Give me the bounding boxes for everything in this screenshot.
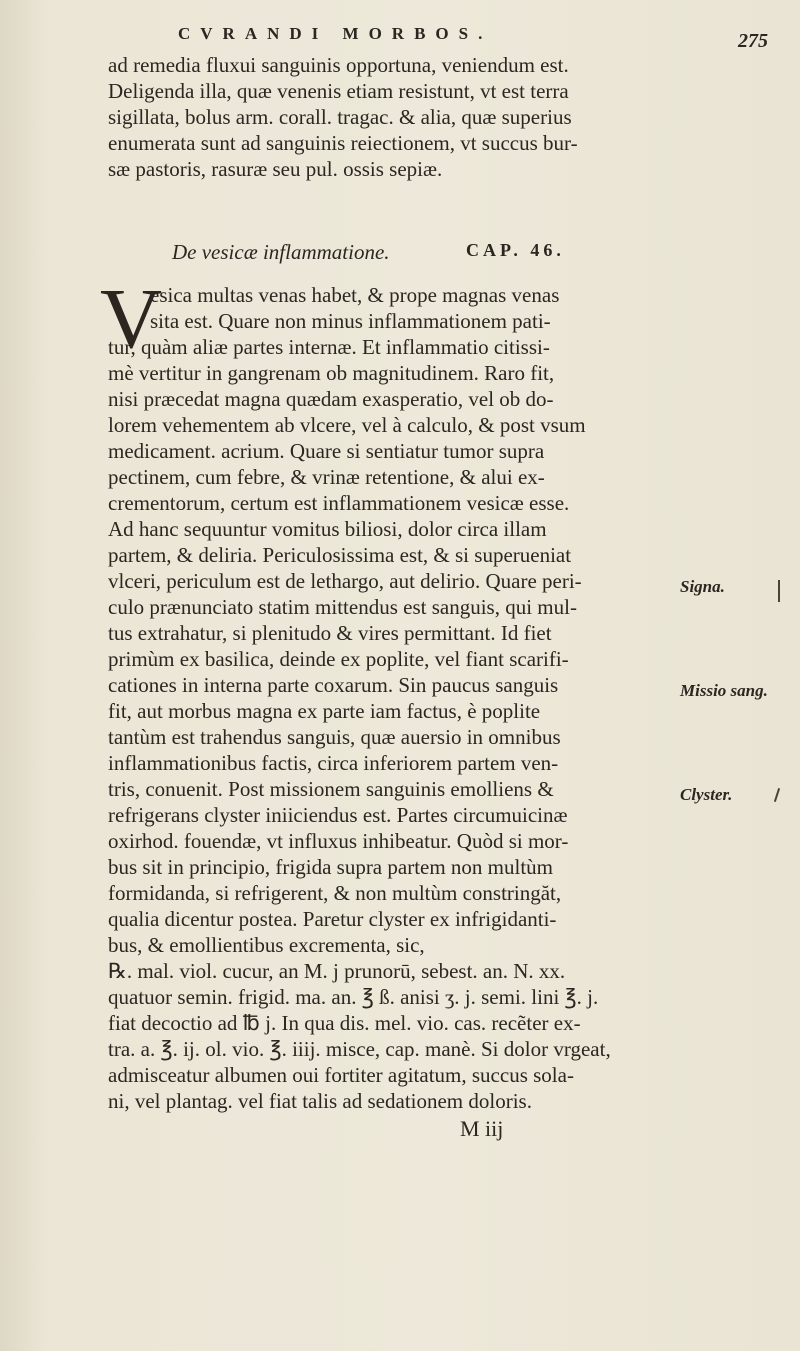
text-line: enumerata sunt ad sanguinis reiectionem, vt succus bur-: [108, 131, 578, 155]
text-line: admisceatur albumen oui fortiter agitatum, succus sola-: [108, 1063, 574, 1087]
running-head: CVRANDI MORBOS.: [178, 24, 493, 43]
text-line: pectinem, cum febre, & vrinæ retentione, & alui ex-: [108, 465, 545, 489]
text-line: tur, quàm aliæ partes internæ. Et inflammatio citissi-: [108, 335, 550, 359]
text-line: medicament. acrium. Quare si sentiatur tumor supra: [108, 439, 545, 463]
text-line: fit, aut morbus magna ex parte iam factus, è poplite: [108, 699, 541, 723]
text-line: sæ pastoris, rasuræ seu pul. ossis sepiæ.: [108, 157, 443, 181]
text-line: oxirhod. fouendæ, vt influxus inhibeatur. Quòd si mor-: [108, 829, 569, 853]
text-line: ad remedia fluxui sanguinis opportuna, veniendum est.: [108, 53, 569, 77]
text-line: quatuor semin. frigid. ma. an. ℥ ß. anisi ʒ. j. semi. lini ℥. j.: [108, 985, 599, 1009]
text-line: esica multas venas habet, & prope magnas venas: [150, 283, 560, 307]
page-edge-mark: [774, 788, 780, 802]
text-line: crementorum, certum est inflammationem vesicæ esse.: [108, 491, 570, 515]
text-line: cationes in interna parte coxarum. Sin paucus sanguis: [108, 673, 559, 697]
margin-note: Missio sang.: [680, 681, 768, 700]
text-line: tantùm est trahendus sanguis, quæ auersio in omnibus: [108, 725, 561, 749]
chapter-heading: De vesicæ inflammatione.: [172, 240, 390, 264]
page-edge-mark: [778, 580, 780, 602]
text-line: ni, vel plantag. vel fiat talis ad sedationem doloris.: [108, 1089, 532, 1113]
text-line: culo prænunciato statim mittendus est sanguis, qui mul-: [108, 595, 577, 619]
text-line: nisi præcedat magna quædam exasperatio, vel ob do-: [108, 387, 554, 411]
text-line: sita est. Quare non minus inflammationem pati-: [150, 309, 551, 333]
text-line: formidanda, si refrigerent, & non multùm constringăt,: [108, 881, 562, 905]
text-line: bus, & emollientibus excrementa, sic,: [108, 933, 425, 957]
page-number: 275: [738, 30, 768, 52]
text-line: bus sit in principio, frigida supra partem non multùm: [108, 855, 554, 879]
text-line: tris, conuenit. Post missionem sanguinis emolliens &: [108, 777, 554, 801]
text-line: tus extrahatur, si plenitudo & vires permittant. Id fiet: [108, 621, 552, 645]
text-line: refrigerans clyster iniiciendus est. Partes circumuicinæ: [108, 803, 568, 827]
text-line: ℞. mal. viol. cucur, an M. j prunorū, sebest. an. N. xx.: [108, 959, 566, 983]
text-line: qualia dicentur postea. Paretur clyster ex infrigidanti-: [108, 907, 557, 931]
text-line: fiat decoctio ad ℔ j. In qua dis. mel. vio. cas. recẽter ex-: [108, 1011, 581, 1035]
text-line: sigillata, bolus arm. corall. tragac. & alia, quæ superius: [108, 105, 572, 129]
margin-note: Signa.: [680, 577, 725, 596]
margin-note: Clyster.: [680, 785, 733, 804]
text-line: vlceri, periculum est de lethargo, aut delirio. Quare peri-: [108, 569, 582, 593]
text-line: tra. a. ℥. ij. ol. vio. ℥. iiij. misce, cap. manè. Si dolor vrgeat,: [108, 1037, 611, 1061]
text-line: primùm ex basilica, deinde ex poplite, vel fiant scarifi-: [108, 647, 569, 671]
chapter-number: CAP. 46.: [466, 240, 565, 260]
text-line: lorem vehementem ab vlcere, vel à calculo, & post vsum: [108, 413, 586, 437]
signature-mark: M iij: [460, 1116, 504, 1141]
text-line: inflammationibus factis, circa inferiorem partem ven-: [108, 751, 559, 775]
text-line: mè vertitur in gangrenam ob magnitudinem. Raro fit,: [108, 361, 555, 385]
text-line: partem, & deliria. Periculosissima est, & si superueniat: [108, 543, 572, 567]
drop-capital: V: [100, 270, 163, 366]
text-line: Deligenda illa, quæ venenis etiam resistunt, vt est terra: [108, 79, 569, 103]
text-line: Ad hanc sequuntur vomitus biliosi, dolor circa illam: [108, 517, 547, 541]
